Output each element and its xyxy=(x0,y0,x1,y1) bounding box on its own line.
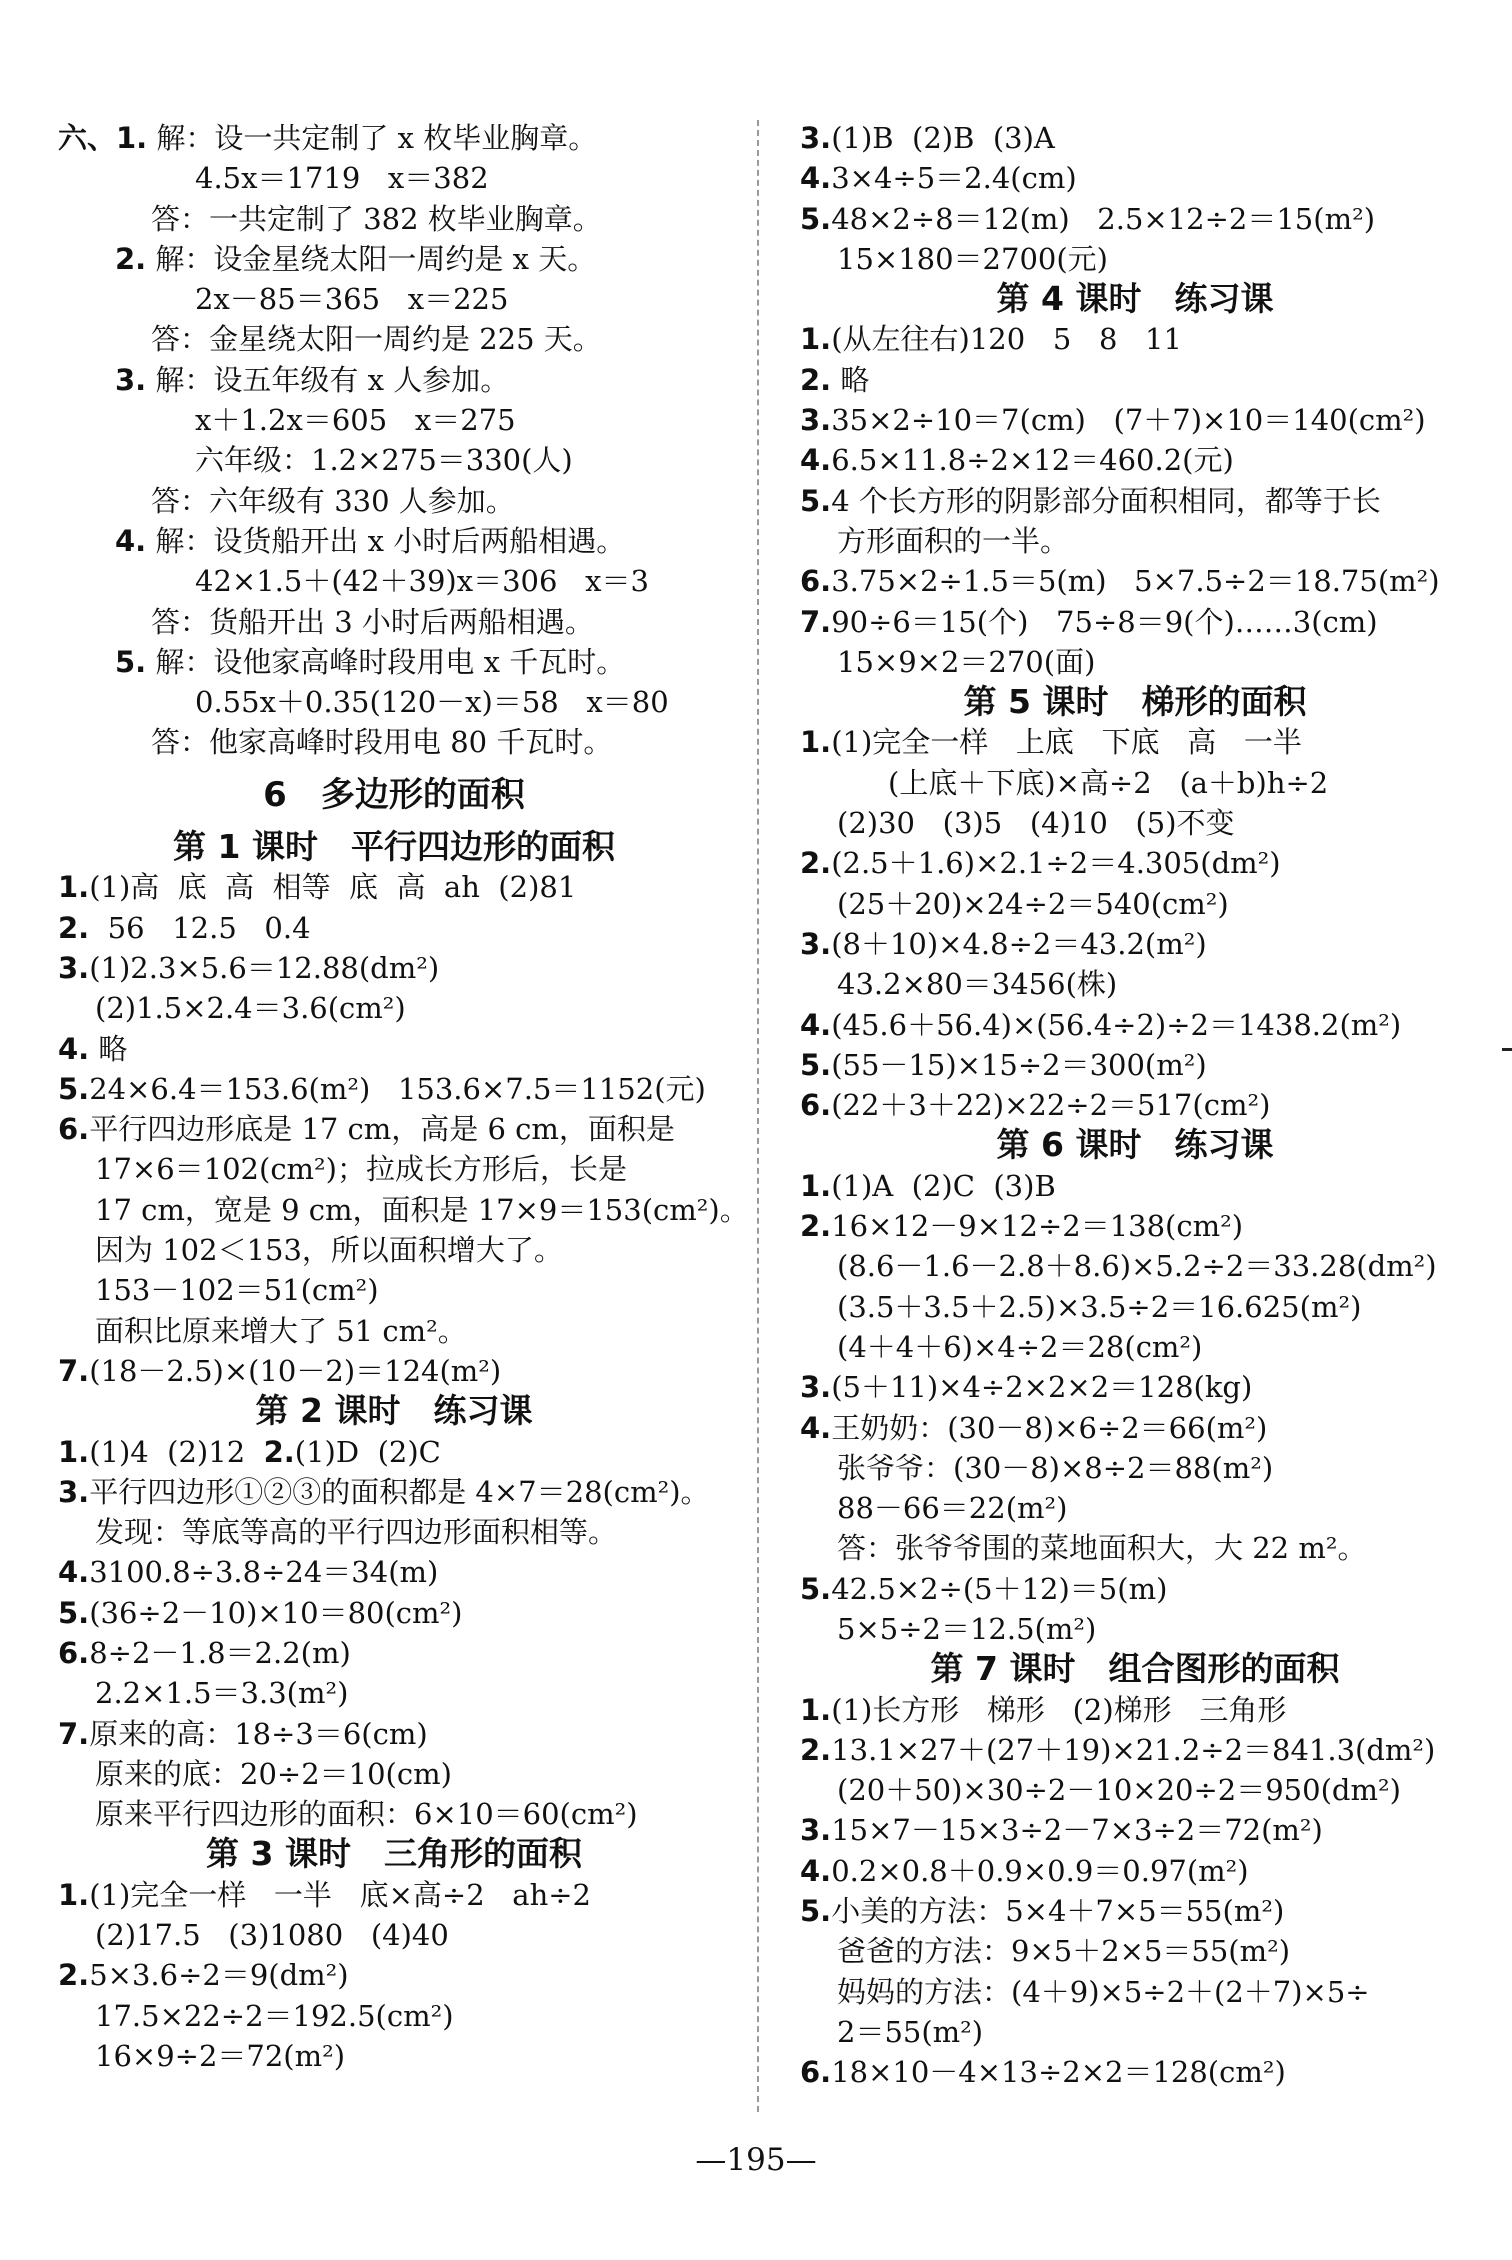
answer-text: (3.5＋3.5＋2.5)×3.5÷2＝16.625(m²) xyxy=(837,1289,1362,1324)
item-number: 4. xyxy=(800,443,832,478)
answer-continuation xyxy=(800,1448,1470,1488)
item-number: 六、1. xyxy=(58,121,148,155)
item-number: 3. xyxy=(800,1813,832,1848)
answer-text: 妈妈的方法：(4＋9)×5÷2＋(2＋7)×5÷ xyxy=(837,1974,1370,2009)
answer-continuation xyxy=(58,988,730,1028)
answer-text: (4＋4＋6)×4÷2＝28(cm²) xyxy=(837,1329,1203,1364)
answer-continuation xyxy=(58,319,730,359)
answer-text: 六年级：1.2×275＝330(人) xyxy=(195,443,573,478)
answer-text: 88－66＝22(m²) xyxy=(837,1491,1068,1526)
answer-text: 解：设货船开出 x 小时后两船相遇。 xyxy=(146,523,626,558)
answer-continuation xyxy=(800,1609,1470,1649)
answer-text: 解：设金星绕太阳一周约是 x 天。 xyxy=(146,241,597,276)
lesson-heading: 第 2 课时 练习课 xyxy=(255,1391,533,1431)
spacer xyxy=(58,763,730,775)
answer-item xyxy=(800,1045,1470,1085)
item-number: 1. xyxy=(800,725,832,760)
answer-text: 56 12.5 0.4 xyxy=(89,910,311,945)
answer-text: 略 xyxy=(831,362,870,397)
answer-item xyxy=(58,1351,730,1391)
answer-text: (1)完全一样 上底 下底 高 一半 xyxy=(831,725,1302,760)
answer-item xyxy=(58,1633,730,1673)
item-number: 6. xyxy=(58,1635,90,1670)
answer-continuation xyxy=(58,1230,730,1270)
answer-continuation xyxy=(58,1190,749,1230)
answer-item xyxy=(800,440,1470,480)
answer-item xyxy=(58,1069,730,1109)
answer-text: 解：设他家高峰时段用电 x 千瓦时。 xyxy=(146,644,626,679)
answer-text: (1)B (2)B (3)A xyxy=(831,121,1055,155)
item-number: 7. xyxy=(58,1716,90,1751)
answer-item xyxy=(800,360,1470,400)
answer-continuation xyxy=(58,1996,730,2036)
item-number: 3. xyxy=(58,950,90,985)
answer-text: 方形面积的一半。 xyxy=(837,523,1070,558)
answer-text: (45.6＋56.4)×(56.4÷2)÷2＝1438.2(m²) xyxy=(831,1007,1402,1042)
answer-continuation xyxy=(800,763,1470,803)
answer-continuation xyxy=(800,239,1470,279)
answer-continuation xyxy=(58,722,730,762)
item-number: 2. xyxy=(115,241,147,276)
item-number: 3. xyxy=(115,362,147,397)
answer-continuation xyxy=(58,1311,730,1351)
answer-text: (2.5＋1.6)×2.1÷2＝4.305(dm²) xyxy=(831,846,1281,881)
answer-item xyxy=(58,521,730,561)
lesson-heading: 第 3 课时 三角形的面积 xyxy=(206,1834,582,1874)
answer-text: 答：货船开出 3 小时后两船相遇。 xyxy=(151,604,594,639)
answer-text: (2)17.5 (3)1080 (4)40 xyxy=(95,1918,449,1953)
item-number: 5. xyxy=(800,483,832,518)
answer-item xyxy=(58,1875,730,1915)
answer-item xyxy=(800,118,1470,158)
item-number: 5. xyxy=(58,1595,90,1630)
answer-text: 16×12－9×12÷2＝138(cm²) xyxy=(831,1209,1244,1244)
answer-item xyxy=(800,400,1470,440)
answer-item xyxy=(58,1593,730,1633)
item-number: 1. xyxy=(58,1434,90,1469)
answer-continuation xyxy=(800,1287,1470,1327)
answer-text: (1)2.3×5.6＝12.88(dm²) xyxy=(89,950,440,985)
answer-text: x＋1.2x＝605 x＝275 xyxy=(195,403,516,438)
answer-continuation xyxy=(800,1246,1470,1286)
answer-item xyxy=(58,1714,730,1754)
answer-text: 答：张爷爷围的菜地面积大，大 22 m²。 xyxy=(837,1531,1367,1566)
unit-heading: 6 多边形的面积 xyxy=(263,774,525,815)
edge-mark xyxy=(1502,1048,1512,1051)
answer-continuation xyxy=(800,1770,1470,1810)
answer-item xyxy=(58,118,730,158)
item-number: 3. xyxy=(800,121,832,155)
answer-text: 35×2÷10＝7(cm) (7＋7)×10＝140(cm²) xyxy=(831,403,1426,438)
answer-text: 5×5÷2＝12.5(m²) xyxy=(837,1611,1097,1646)
answer-text: 面积比原来增大了 51 cm²。 xyxy=(95,1313,467,1348)
answer-continuation xyxy=(58,1673,730,1713)
answer-text: 17 cm，宽是 9 cm，面积是 17×9＝153(cm²)。 xyxy=(95,1192,749,1227)
answer-text: 答：六年级有 330 人参加。 xyxy=(151,483,515,518)
answer-text: 答：一共定制了 382 枚毕业胸章。 xyxy=(151,201,602,236)
answer-text: 张爷爷：(30－8)×8÷2＝88(m²) xyxy=(837,1450,1274,1485)
item-number: 6. xyxy=(800,1088,832,1123)
answer-item xyxy=(58,642,730,682)
item-number: 1. xyxy=(800,322,832,357)
item-number: 4. xyxy=(800,1853,832,1888)
answer-text: 因为 102＜153，所以面积增大了。 xyxy=(95,1233,563,1268)
lesson-heading: 第 6 课时 练习课 xyxy=(996,1125,1274,1165)
item-number: 6. xyxy=(800,564,832,599)
answer-continuation xyxy=(58,1149,730,1189)
answer-continuation xyxy=(800,1327,1470,1367)
answer-continuation xyxy=(58,1270,730,1310)
answer-text: 略 xyxy=(89,1031,128,1066)
answer-text: 2x－85＝365 x＝225 xyxy=(195,282,509,317)
answer-item xyxy=(800,1891,1470,1931)
answer-continuation xyxy=(58,1512,730,1552)
item-number: 5. xyxy=(800,201,832,236)
answer-text: 42×1.5＋(42＋39)x＝306 x＝3 xyxy=(195,564,649,599)
answer-text: 8÷2－1.8＝2.2(m) xyxy=(89,1635,351,1670)
right-answer-column xyxy=(800,118,1470,2093)
answer-text: 17×6＝102(cm²)；拉成长方形后，长是 xyxy=(95,1152,627,1187)
answer-text: 解：设五年级有 x 人参加。 xyxy=(146,362,510,397)
answer-text: 原来的高：18÷3＝6(cm) xyxy=(89,1716,428,1751)
answer-continuation xyxy=(58,682,730,722)
answer-text: 3×4÷5＝2.4(cm) xyxy=(831,161,1077,196)
answer-item xyxy=(800,1005,1470,1045)
answer-text: 90÷6＝15(个) 75÷8＝9(个)……3(cm) xyxy=(831,604,1378,639)
item-number: 4. xyxy=(800,161,832,196)
item-number: 2. xyxy=(800,1209,832,1244)
answer-continuation xyxy=(58,602,730,642)
answer-item xyxy=(800,924,1470,964)
answer-text: 2＝55(m²) xyxy=(837,2014,984,2049)
answer-continuation xyxy=(58,1915,730,1955)
answer-item xyxy=(58,1029,730,1069)
answer-item xyxy=(58,1432,730,1472)
answer-text: 发现：等底等高的平行四边形面积相等。 xyxy=(95,1515,618,1550)
answer-item xyxy=(800,1851,1470,1891)
answer-text: 爸爸的方法：9×5＋2×5＝55(m²) xyxy=(837,1934,1291,1969)
answer-text: (1)长方形 梯形 (2)梯形 三角形 xyxy=(831,1692,1287,1727)
answer-continuation xyxy=(800,1931,1470,1971)
answer-continuation xyxy=(58,158,730,198)
answer-continuation xyxy=(58,199,730,239)
answer-text: 43.2×80＝3456(株) xyxy=(837,967,1118,1002)
answer-text: 3.75×2÷1.5＝5(m) 5×7.5÷2＝18.75(m²) xyxy=(831,564,1440,599)
answer-item xyxy=(58,360,730,400)
answer-text: (8＋10)×4.8÷2＝43.2(m²) xyxy=(831,926,1207,961)
answer-item xyxy=(800,319,1470,359)
item-number: 7. xyxy=(800,604,832,639)
item-number: 7. xyxy=(58,1353,90,1388)
answer-item xyxy=(800,722,1470,762)
lesson-heading: 第 4 课时 练习课 xyxy=(996,279,1274,319)
answer-continuation xyxy=(58,400,730,440)
answer-text: 小美的方法：5×4＋7×5＝55(m²) xyxy=(831,1894,1285,1929)
answer-item xyxy=(800,1690,1470,1730)
answer-continuation xyxy=(800,1528,1470,1568)
answer-text: 48×2÷8＝12(m) 2.5×12÷2＝15(m²) xyxy=(831,201,1376,236)
item-number: 1. xyxy=(58,1877,90,1912)
answer-text: 18×10－4×13÷2×2＝128(cm²) xyxy=(831,2055,1286,2090)
item-number: 2. xyxy=(800,846,832,881)
item-number: 5. xyxy=(58,1071,90,1106)
answer-continuation xyxy=(58,481,730,521)
lesson-heading: 第 1 课时 平行四边形的面积 xyxy=(173,827,615,867)
answer-item xyxy=(58,1109,730,1149)
page-number: —195— xyxy=(695,2142,817,2178)
item-number: 2. xyxy=(800,1732,832,1767)
answer-text: (20＋50)×30÷2－10×20÷2＝950(dm²) xyxy=(837,1773,1401,1808)
answer-continuation xyxy=(800,1972,1470,2012)
answer-continuation xyxy=(800,2012,1470,2052)
answer-text: 5×3.6÷2＝9(dm²) xyxy=(89,1958,349,1993)
item-number: 6. xyxy=(800,2055,832,2090)
answer-item xyxy=(58,1472,730,1512)
answer-text: 24×6.4＝153.6(m²) 153.6×7.5＝1152(元) xyxy=(89,1071,706,1106)
answer-text: 15×9×2＝270(面) xyxy=(837,644,1096,679)
answer-text: 0.55x＋0.35(120－x)＝58 x＝80 xyxy=(195,685,669,720)
answer-item xyxy=(800,1569,1470,1609)
answer-text: 平行四边形底是 17 cm，高是 6 cm，面积是 xyxy=(89,1112,675,1147)
answer-text: 解：设一共定制了 x 枚毕业胸章。 xyxy=(147,121,598,155)
answer-text: 153－102＝51(cm²) xyxy=(95,1273,379,1308)
item-number: 1. xyxy=(58,870,90,905)
answer-text: (1)完全一样 一半 底×高÷2 ah÷2 xyxy=(89,1877,592,1912)
answer-text: (从左往右)120 5 8 11 xyxy=(831,322,1182,357)
answer-item xyxy=(800,1166,1470,1206)
answer-text: 原来平行四边形的面积：6×10＝60(cm²) xyxy=(95,1797,638,1832)
answer-text: (1)4 (2)12 xyxy=(89,1434,264,1469)
left-answer-column xyxy=(58,118,749,2076)
answer-text: 答：金星绕太阳一周约是 225 天。 xyxy=(151,322,602,357)
answer-continuation xyxy=(800,642,1470,682)
item-number: 3. xyxy=(800,1370,832,1405)
answer-item xyxy=(58,1955,730,1995)
lesson-heading: 第 7 课时 组合图形的面积 xyxy=(930,1649,1340,1689)
answer-text: 2.2×1.5＝3.3(m²) xyxy=(95,1676,349,1711)
answer-item xyxy=(800,602,1470,642)
answer-text: 4.5x＝1719 x＝382 xyxy=(195,161,489,196)
answer-text: (8.6－1.6－2.8＋8.6)×5.2÷2＝33.28(dm²) xyxy=(837,1249,1437,1284)
answer-item xyxy=(800,1810,1470,1850)
answer-item xyxy=(800,843,1470,883)
answer-item xyxy=(58,1552,730,1592)
answer-item xyxy=(58,948,730,988)
item-number: 5. xyxy=(115,644,147,679)
answer-text: 13.1×27＋(27＋19)×21.2÷2＝841.3(dm²) xyxy=(831,1732,1436,1767)
lesson-heading: 第 5 课时 梯形的面积 xyxy=(963,682,1307,722)
item-number: 2. xyxy=(58,910,90,945)
answer-item xyxy=(58,239,730,279)
answer-item xyxy=(800,1367,1470,1407)
answer-text: 15×7－15×3÷2－7×3÷2＝72(m²) xyxy=(831,1813,1323,1848)
answer-item xyxy=(800,1206,1470,1246)
item-number: 2. xyxy=(263,1434,295,1469)
item-number: 4. xyxy=(800,1007,832,1042)
answer-text: (25＋20)×24÷2＝540(cm²) xyxy=(837,886,1229,921)
item-number: 5. xyxy=(800,1894,832,1929)
item-number: 5. xyxy=(800,1047,832,1082)
answer-continuation xyxy=(58,1754,730,1794)
answer-text: 0.2×0.8＋0.9×0.9＝0.97(m²) xyxy=(831,1853,1249,1888)
answer-text: 42.5×2÷(5＋12)＝5(m) xyxy=(831,1571,1168,1606)
answer-item xyxy=(800,2052,1470,2092)
item-number: 1. xyxy=(800,1168,832,1203)
answer-item xyxy=(58,908,730,948)
answer-text: (2)30 (3)5 (4)10 (5)不变 xyxy=(837,806,1235,841)
answer-item xyxy=(58,867,730,907)
answer-text: (1)高 底 高 相等 底 高 ah (2)81 xyxy=(89,870,577,905)
answer-item xyxy=(800,1730,1470,1770)
answer-text: 王奶奶：(30－8)×6÷2＝66(m²) xyxy=(831,1410,1268,1445)
item-number: 1. xyxy=(800,1692,832,1727)
answer-text: (5＋11)×4÷2×2×2＝128(kg) xyxy=(831,1370,1253,1405)
answer-continuation xyxy=(58,440,730,480)
answer-text: 6.5×11.8÷2×12＝460.2(元) xyxy=(831,443,1234,478)
answer-text: 原来的底：20÷2＝10(cm) xyxy=(95,1756,452,1791)
answer-text: 17.5×22÷2＝192.5(cm²) xyxy=(95,1998,454,2033)
answer-text: (2)1.5×2.4＝3.6(cm²) xyxy=(95,991,406,1026)
answer-text: (36÷2－10)×10＝80(cm²) xyxy=(89,1595,463,1630)
item-number: 2. xyxy=(58,1958,90,1993)
answer-continuation xyxy=(58,279,730,319)
answer-text: (18－2.5)×(10－2)＝124(m²) xyxy=(89,1353,502,1388)
answer-continuation xyxy=(58,561,730,601)
answer-item xyxy=(800,199,1470,239)
answer-item xyxy=(800,481,1470,521)
answer-continuation xyxy=(58,2036,730,2076)
item-number: 4. xyxy=(800,1410,832,1445)
answer-text: 答：他家高峰时段用电 80 千瓦时。 xyxy=(151,725,613,760)
item-number: 3. xyxy=(800,926,832,961)
item-number: 4. xyxy=(58,1031,90,1066)
answer-text: 15×180＝2700(元) xyxy=(837,241,1108,276)
answer-text: (55－15)×15÷2＝300(m²) xyxy=(831,1047,1207,1082)
answer-text: (22＋3＋22)×22÷2＝517(cm²) xyxy=(831,1088,1271,1123)
answer-text: 4 个长方形的阴影部分面积相同，都等于长 xyxy=(831,483,1381,518)
answer-continuation xyxy=(800,521,1470,561)
answer-continuation xyxy=(800,1488,1470,1528)
answer-text: 平行四边形①②③的面积都是 4×7＝28(cm²)。 xyxy=(89,1474,710,1509)
answer-continuation xyxy=(800,803,1470,843)
item-number: 3. xyxy=(58,1474,90,1509)
item-number: 3. xyxy=(800,403,832,438)
item-number: 2. xyxy=(800,362,832,397)
answer-item xyxy=(800,158,1470,198)
answer-text: (1)A (2)C (3)B xyxy=(831,1168,1056,1203)
column-divider xyxy=(757,120,759,2112)
item-number: 5. xyxy=(800,1571,832,1606)
answer-item xyxy=(800,1408,1470,1448)
answer-item xyxy=(800,1085,1470,1125)
answer-item xyxy=(800,561,1470,601)
answer-text: 16×9÷2＝72(m²) xyxy=(95,2038,346,2073)
item-number: 6. xyxy=(58,1112,90,1147)
item-number: 4. xyxy=(115,523,147,558)
answer-continuation xyxy=(800,964,1470,1004)
answer-continuation xyxy=(800,884,1470,924)
answer-continuation xyxy=(58,1794,730,1834)
spacer xyxy=(58,815,730,827)
answer-text: (上底＋下底)×高÷2 (a＋b)h÷2 xyxy=(888,765,1329,800)
answer-text: 3100.8÷3.8÷24＝34(m) xyxy=(89,1555,439,1590)
item-number: 4. xyxy=(58,1555,90,1590)
answer-text: (1)D (2)C xyxy=(294,1434,441,1469)
